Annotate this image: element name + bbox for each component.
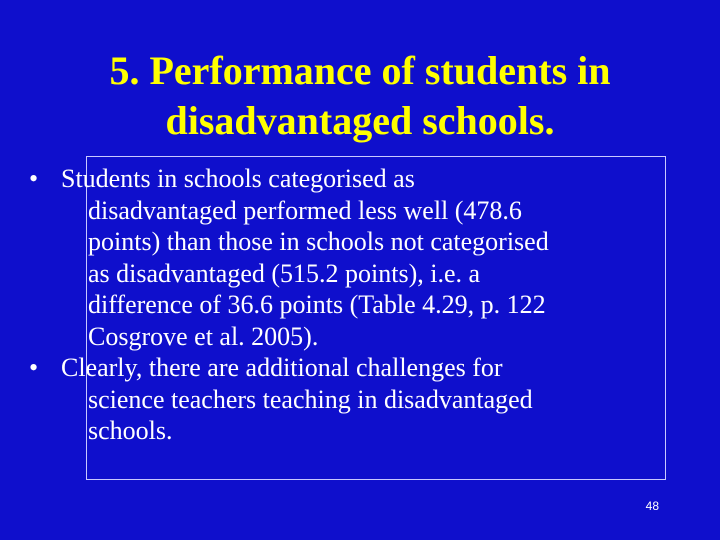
slide-title-line-2: disadvantaged schools. xyxy=(165,98,555,143)
bullet-text-1 xyxy=(61,163,676,352)
slide-title xyxy=(40,46,680,146)
bullet-2-line-1: Clearly, there are additional challenges for xyxy=(61,353,503,382)
bullet-1-line-2: disadvantaged performed less well (478.6 xyxy=(88,195,522,225)
bullet-1-line-6: Cosgrove et al. 2005). xyxy=(88,321,319,351)
bullet-dot-icon: • xyxy=(29,353,39,382)
bullet-dot-icon: • xyxy=(29,164,39,193)
page-number: 48 xyxy=(645,499,659,513)
bullet-2-line-2: science teachers teaching in disadvantaged xyxy=(88,384,533,414)
bullet-list xyxy=(26,163,676,447)
slide-title-line-1: 5. Performance of students in xyxy=(109,48,611,93)
bullet-2-line-3: schools. xyxy=(88,416,173,445)
bullet-1-line-3: points) than those in schools not categorised xyxy=(88,227,549,256)
bullet-item-1 xyxy=(26,163,676,352)
bullet-1-line-4: as disadvantaged (515.2 points), i.e. a xyxy=(88,258,481,288)
bullet-item-2 xyxy=(26,352,676,447)
bullet-1-line-1: Students in schools categorised as xyxy=(61,164,415,193)
bullet-1-line-5: difference of 36.6 points (Table 4.29, p. 122 xyxy=(88,290,546,319)
bullet-text-2 xyxy=(61,352,676,447)
